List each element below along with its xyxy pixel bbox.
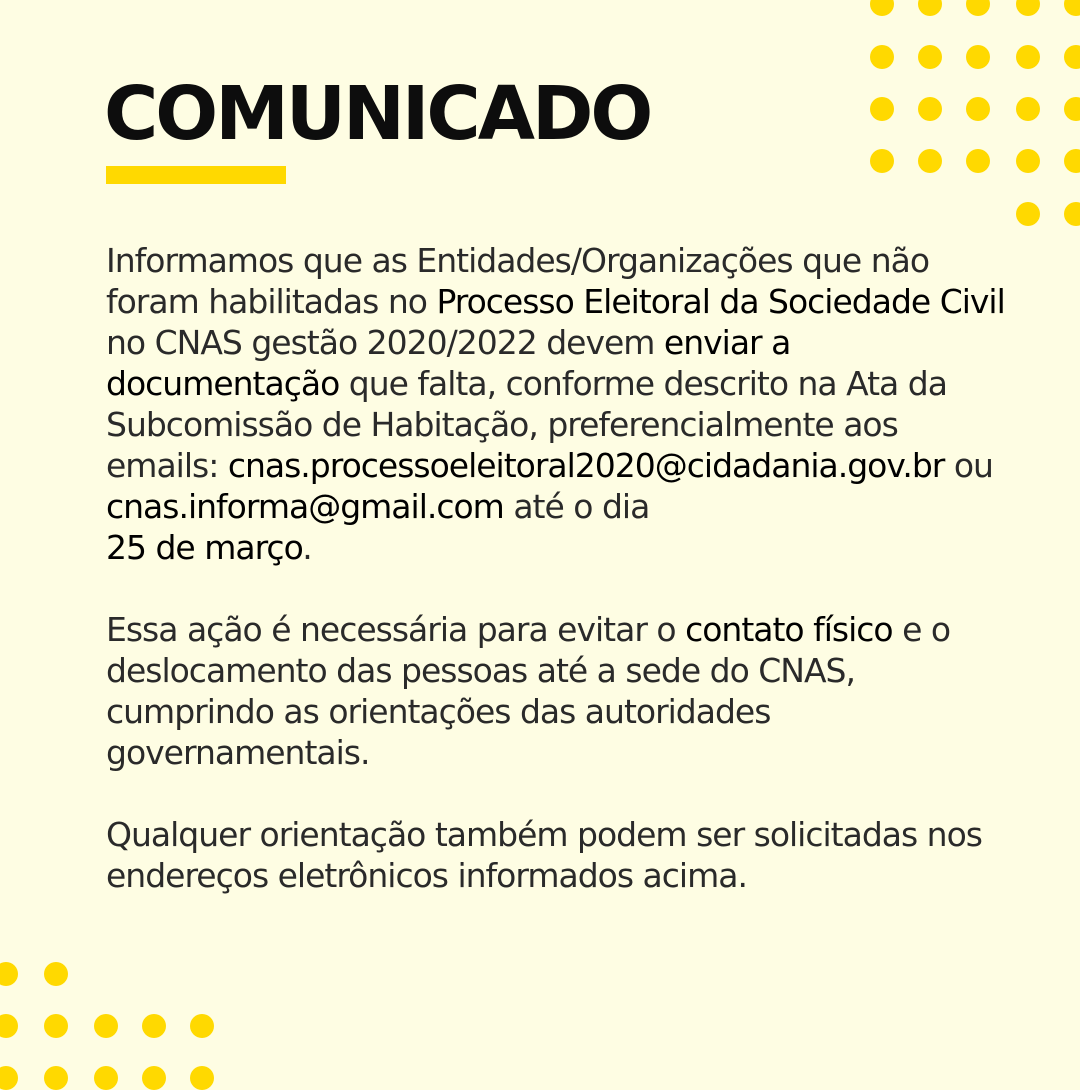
highlight-process-name: Processo Eleitoral da Sociedade Civil (436, 282, 1005, 321)
dot (44, 1066, 68, 1090)
dot (1064, 0, 1080, 16)
title-underline (106, 166, 286, 184)
text-segment: Informamos que as Entidades/Organizações que não foram habilitadas no (106, 241, 930, 321)
dot (918, 0, 942, 16)
dot (190, 1066, 214, 1090)
announcement-body (106, 240, 1006, 937)
dot (0, 962, 18, 986)
dot (870, 0, 894, 16)
highlight-physical-contact: contato físico (685, 610, 893, 649)
dot (1016, 202, 1040, 226)
dot (966, 97, 990, 121)
dot (1016, 45, 1040, 69)
text-segment: e o deslocamento das pessoas até a sede do CNAS, cumprindo as orientações das autoridades governamentais. (106, 610, 951, 772)
dot (870, 149, 894, 173)
text-segment: Qualquer orientação também podem ser solicitadas nos endereços eletrônicos informados acima. (106, 815, 982, 895)
email-link-processo-eleitoral[interactable]: cnas.processoeleitoral2020@cidadania.gov.br (227, 446, 945, 485)
dot (142, 1066, 166, 1090)
dot (1064, 202, 1080, 226)
text-segment: que falta, conforme descrito na Ata da Subcomissão de Habitação, preferencialmente aos emails: (106, 364, 947, 485)
text-segment: Essa ação é necessária para evitar o (106, 610, 686, 649)
dot (918, 45, 942, 69)
email-link-informa[interactable]: cnas.informa@gmail.com (106, 487, 504, 526)
text-segment: ou (944, 446, 993, 485)
paragraph-reason (106, 609, 1006, 773)
dot (1016, 97, 1040, 121)
dot (966, 0, 990, 16)
dot (870, 45, 894, 69)
dot (966, 149, 990, 173)
dot (44, 1014, 68, 1038)
paragraph-documentation (106, 240, 1006, 568)
dot (966, 45, 990, 69)
text-segment: . (302, 528, 312, 567)
dot (0, 1014, 18, 1038)
highlight-send-documents: enviar a documentação (106, 323, 791, 403)
dot (918, 97, 942, 121)
dot (94, 1066, 118, 1090)
text-segment: no CNAS gestão 2020/2022 devem (106, 323, 664, 362)
dot (142, 1014, 166, 1038)
deadline-date: 25 de março (106, 528, 303, 567)
dot (870, 97, 894, 121)
dot (1016, 149, 1040, 173)
dot (1064, 45, 1080, 69)
dot (918, 149, 942, 173)
text-segment: até o dia (503, 487, 650, 526)
dot (44, 962, 68, 986)
dot (1064, 149, 1080, 173)
dot (190, 1014, 214, 1038)
paragraph-contact (106, 814, 1006, 896)
page-title: COMUNICADO (104, 71, 651, 157)
dot (94, 1014, 118, 1038)
dot (1064, 97, 1080, 121)
dot (1016, 0, 1040, 16)
dot (0, 1066, 18, 1090)
